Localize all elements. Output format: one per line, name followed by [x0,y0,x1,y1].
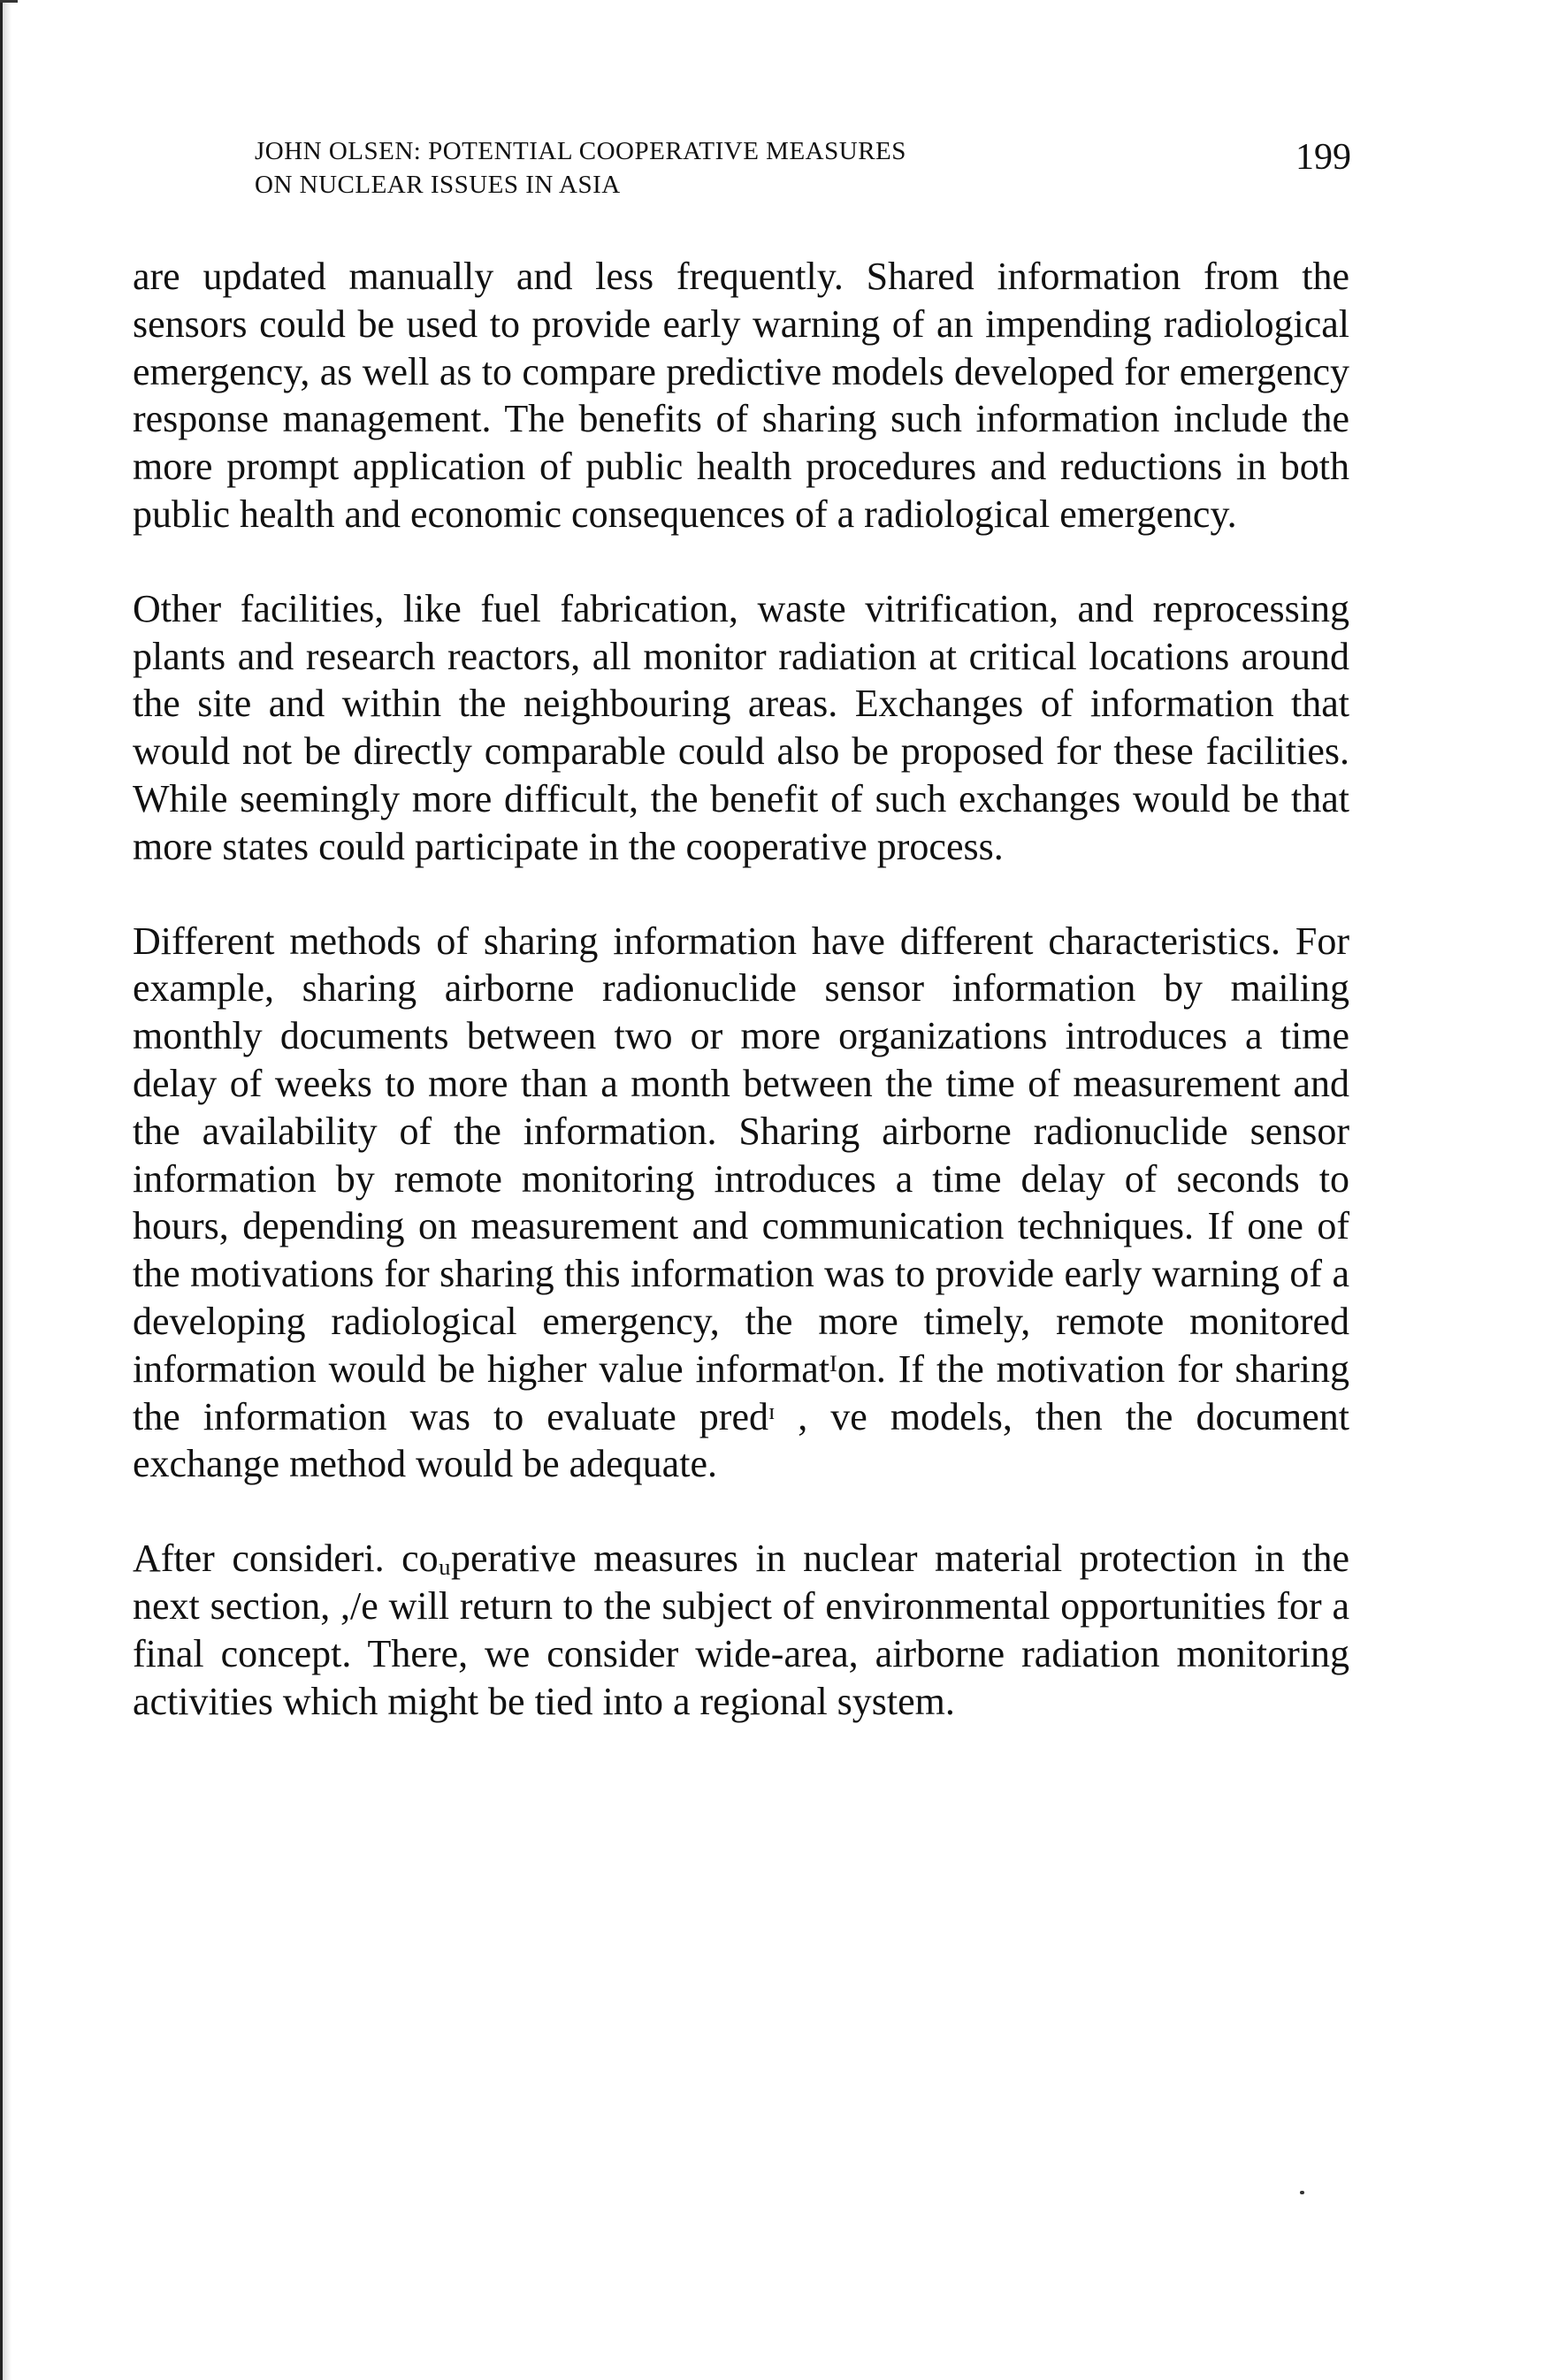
paragraph-4: After consideri. coᵤperative measures in nuclear material protection in the next section, ,/e will return to the subject of environmental opportunities for a final concept. There, we consider wide-area, airborne radiation monitoring activities which might be tied into a regional system. [133,1537,1349,1723]
body-text [133,253,1349,1772]
paragraph-2: Other facilities, like fuel fabrication, waste vitrification, and reprocessing plants and research reactors, all monitor radiation at critical locations around the site and within the neighbouring areas. Exchanges of information that would not be directly comparable could also be proposed for these facilities. While seemingly more difficult, the benefit of such exchanges would be that more states could participate in the cooperative process. [133,586,1349,868]
page-number: 199 [1295,137,1351,178]
paragraph-3: Different methods of sharing information have different characteristics. For example, sharing airborne radionuclide sensor information by mailing monthly documents between two or more organizations introduces a time delay of weeks to more than a month between the time of measurement and the availability of the information. Sharing airborne radionuclide sensor information by remote monitoring introduces a time delay of seconds to hours, depending on measurement and communication techniques. If one of the motivations for sharing this information was to provide early warning of a developing radiological emergency, the more timely, remote monitored information would be higher value informatᴵon. If the motivation for sharing the information was to evaluate predᶦ , ve models, then the document exchange method would be adequate. [133,919,1349,1486]
scan-corner-mark [0,0,18,20]
scan-speck [1300,2191,1304,2194]
paragraph-1: are updated manually and less frequently. Shared information from the sensors could be used to provide early warning of an impending radiological emergency, as well as to compare predictive models developed for emergency response management. The benefits of sharing such information include the more prompt application of public health procedures and reductions in both public health and economic consequences of a radiological emergency. [133,255,1349,536]
running-header [255,134,1351,214]
page-binding-edge [0,0,11,2380]
running-title: JOHN OLSEN: POTENTIAL COOPERATIVE MEASURES ON NUCLEAR ISSUES IN ASIA [255,137,906,199]
